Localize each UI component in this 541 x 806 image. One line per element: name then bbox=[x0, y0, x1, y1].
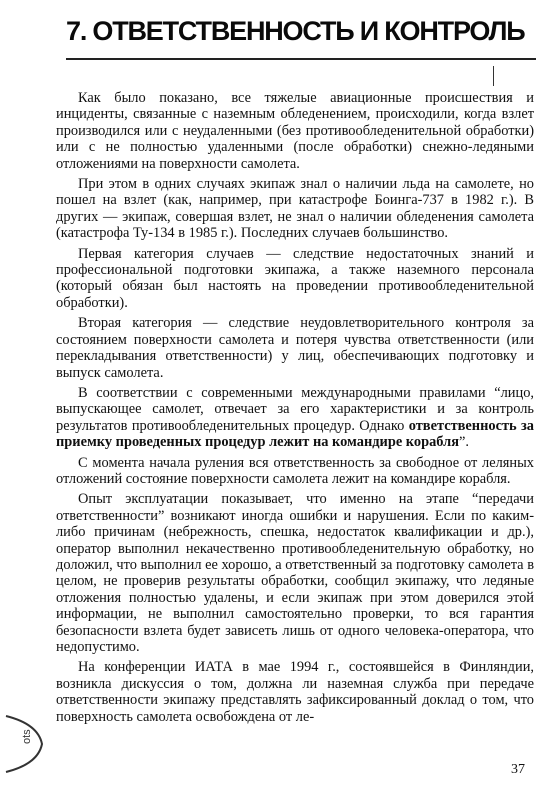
paragraph: С момента начала руления вся ответственность за свободное от леляных отложений состояние поверхности самолета лежит на командире корабля. bbox=[56, 454, 534, 487]
margin-mark bbox=[493, 66, 494, 86]
paragraph: Первая категория случаев — следствие недостаточных знаний и профессиональной подготовки экипажа, а также наземного персонала (который обязан был настоять на проведении противообледенительной обработки). bbox=[56, 245, 534, 311]
body-text bbox=[56, 90, 534, 729]
title-rule bbox=[66, 58, 536, 60]
library-stamp bbox=[4, 712, 46, 776]
paragraph: Как было показано, все тяжелые авиационные происшествия и инциденты, связанные с наземным обледенением, происходили, когда взлет производился или с неудаленными (без противообледенительной обработки) или с не полностью удаленными (после обработки) снежно-ледяными отложениями на поверхности самолета. bbox=[56, 90, 534, 172]
page-number: 37 bbox=[511, 762, 525, 777]
stamp-text: ots bbox=[21, 729, 33, 744]
paragraph: При этом в одних случаях экипаж знал о наличии льда на самолете, но пошел на взлет (как, например, при катастрофе Боинга-737 в 1982 г.). В других — экипаж, совершая взлет, не знал о наличии обледенения самолета (катастрофа Ту-134 в 1985 г.). Последних случаев большинство. bbox=[56, 176, 534, 242]
paragraph: На конференции ИАТА в мае 1994 г., состоявшейся в Финляндии, возникла дискуссия о том, должна ли наземная служба при передаче ответственности экипажу представлять зафиксированный доклад о том, что поверхность самолета освобождена от ле- bbox=[56, 659, 534, 725]
paragraph: Опыт эксплуатации показывает, что именно на этапе “передачи ответственности” возникают иногда ошибки и нарушения. Если по каким-либо причинам (небрежность, спешка, недостаток квалификации и др.), оператор выполнил некачественно противообледенительную обработку, но доложил, что выполнил ее хорошо, а ответственный за подготовку самолета в целом, не проверив результаты обработки, сообщил экипажу, что ледяные отложения полностью удалены, и если экипаж при этом доверился этой информации, не выполнил самостоятельно проверки, то вся гарантия безопасности взлета будет зависеть лишь от одного человека-оператора, что недопустимо. bbox=[56, 491, 534, 655]
bold-emphasis: ответственность за приемку проведенных процедур лежит на командире корабля bbox=[56, 417, 534, 451]
paragraph: В соответствии с современными международными правилами “лицо, выпускающее самолет, отвечает за его характеристики и за контроль результатов противообледенительных процедур. Однако ответственность за приемку проведенных процедур лежит на командире корабля”. bbox=[56, 384, 534, 451]
chapter-title: 7. ОТВЕТСТВЕННОСТЬ И КОНТРОЛЬ bbox=[66, 16, 525, 46]
paragraph: Вторая категория — следствие неудовлетворительного контроля за состоянием поверхности самолета и потеря чувства ответственности (или перекладывания ответственности) у лиц, обеспечивающих подготовку и выпуск самолета. bbox=[56, 315, 534, 381]
